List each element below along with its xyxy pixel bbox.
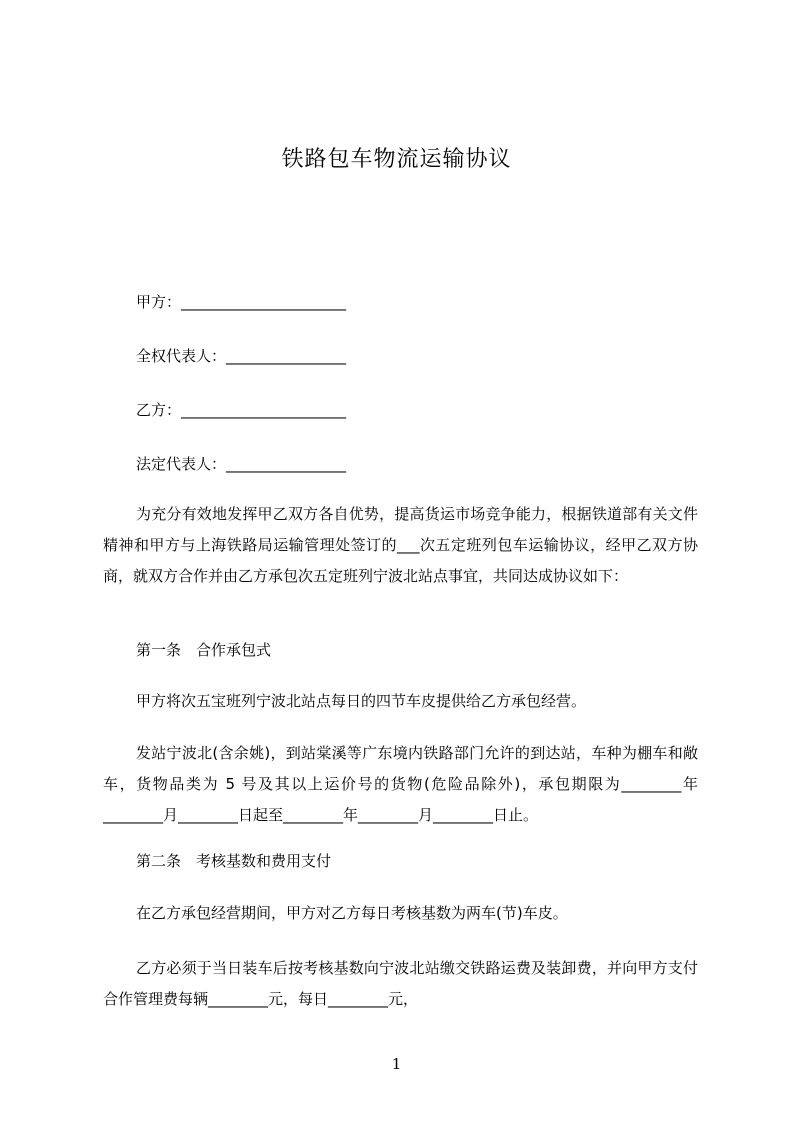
- article-2-heading: 第二条 考核基数和费用支付: [136, 852, 332, 870]
- party-a-line: 甲方：______________________: [136, 293, 347, 311]
- article-1-heading: 第一条 合作承包式: [136, 641, 272, 659]
- representative-b-line: 法定代表人：________________: [136, 455, 347, 473]
- representative-a-line: 全权代表人：________________: [136, 347, 347, 365]
- article-1-paragraph-1: 甲方将次五宝班列宁波北站点每日的四节车皮提供给乙方承包经营。: [136, 692, 587, 710]
- page-number: 1: [391, 1055, 402, 1073]
- article-2-paragraph-1: 在乙方承包经营期间，甲方对乙方每日考核基数为两车(节)车皮。: [136, 904, 568, 922]
- intro-paragraph: 为充分有效地发挥甲乙双方各自优势，提高货运市场竞争能力，根据铁道部有关文件精神和甲方与上海铁路局运输管理处签订的___次五定班列包车运输协议，经甲乙双方协商，就双方合作并由乙方承包次五定班列宁波北站点事宜，共同达成协议如下：: [103, 505, 698, 585]
- party-b-line: 乙方：______________________: [136, 401, 347, 419]
- article-2-paragraph-2: 乙方必须于当日装车后按考核基数向宁波北站缴交铁路运费及装卸费，并向甲方支付合作管理费每辆________元，每日________元，: [103, 959, 698, 1008]
- document-title: 铁路包车物流运输协议: [281, 147, 512, 172]
- article-1-paragraph-2: 发站宁波北(含余姚)，到站棠溪等广东境内铁路部门允许的到达站，车种为棚车和敞车，货物品类为 5 号及其以上运价号的货物(危险品除外)，承包期限为________年________月________日起至________年________月________日止。: [103, 744, 698, 824]
